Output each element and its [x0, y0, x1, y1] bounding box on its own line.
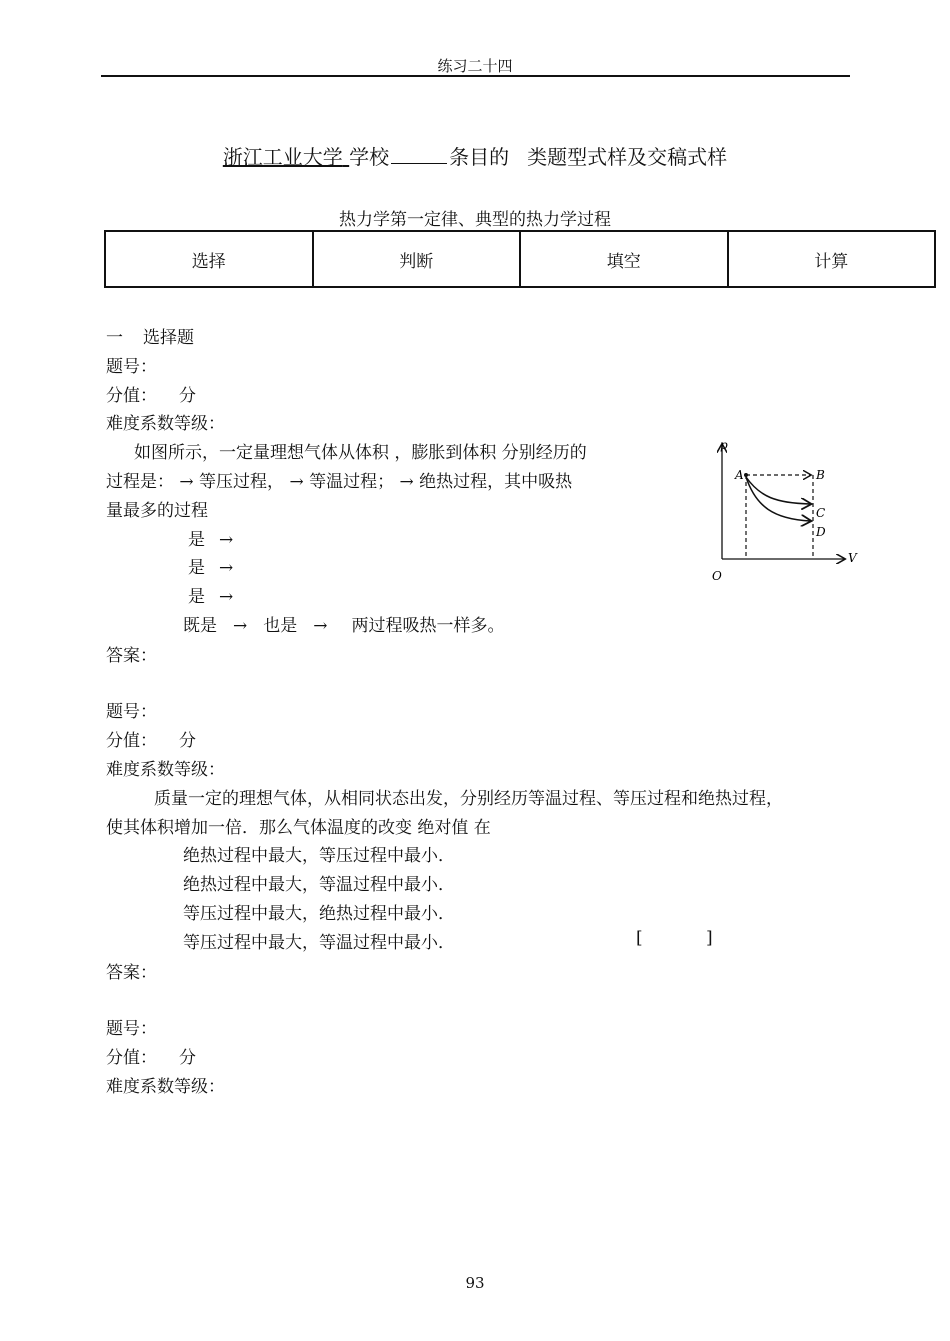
pv-diagram [700, 435, 870, 585]
school-suffix: 学校 [349, 145, 390, 169]
page-number: 93 [465, 1274, 485, 1292]
q1-difficulty-label: 难度系数等级： [106, 414, 225, 434]
q1-option-c: 是 → [188, 587, 234, 607]
school-name: 浙江工业大学 [222, 145, 343, 169]
title-blank [391, 145, 447, 164]
subtitle: 热力学第一定律、典型的热力学过程 [339, 210, 611, 230]
q1-score: 分值： 分 [106, 386, 196, 406]
q1-option-b: 是 → [188, 558, 234, 578]
q2-difficulty-label: 难度系数等级： [106, 760, 225, 780]
section-heading [106, 323, 194, 348]
point-d-label: D [816, 525, 826, 539]
q2-option-c: 等压过程中最大，绝热过程中最小． [183, 904, 455, 924]
q2-answer-bracket-right: ] [706, 928, 713, 948]
v-axis-label: V [848, 551, 857, 565]
q3-score: 分值： 分 [106, 1048, 196, 1068]
q1-stem-line1: 如图所示，一定量理想气体从体积 ，膨胀到体积 分别经历的 [134, 443, 587, 463]
q2-stem-line1: 质量一定的理想气体，从相同状态出发，分别经历等温过程、等压过程和绝热过程， [154, 789, 783, 809]
q3-number-label: 题号： [106, 1019, 157, 1039]
q1-option-a: 是 → [188, 530, 234, 550]
isothermal-curve [746, 477, 810, 504]
q2-answer-label: 答案： [106, 963, 157, 983]
q1-answer-label: 答案： [106, 646, 157, 666]
q3-difficulty-label: 难度系数等级： [106, 1077, 225, 1097]
q2-score: 分值： 分 [106, 731, 196, 751]
type-cell-choice: 选择 [105, 231, 313, 287]
document-title [0, 141, 950, 170]
origin-label: O [712, 569, 722, 583]
q1-stem-line2: 过程是： → 等压过程， → 等温过程； → 绝热过程，其中吸热 [106, 472, 573, 492]
q2-stem-line2: 使其体积增加一倍．那么气体温度的改变 绝对值 在 [106, 818, 491, 838]
q1-number-label: 题号： [106, 357, 157, 377]
section-title: 选择题 [143, 328, 194, 348]
q1-option-d: 既是 → 也是 → 两过程吸热一样多。 [183, 616, 505, 636]
point-c-label: C [816, 506, 826, 520]
point-a-label: A [735, 468, 744, 482]
q2-option-a: 绝热过程中最大，等压过程中最小． [183, 846, 455, 866]
type-cell-judge: 判断 [313, 231, 521, 287]
q2-answer-bracket-left: [ [636, 928, 643, 948]
question-type-table [104, 230, 936, 288]
q2-number-label: 题号： [106, 702, 157, 722]
type-cell-fill: 填空 [520, 231, 728, 287]
section-number: 一 [106, 328, 123, 348]
title-part2: 条目的 [449, 145, 510, 169]
q2-option-d: 等压过程中最大，等温过程中最小． [183, 933, 455, 953]
header-rule [101, 75, 850, 77]
type-cell-calc: 计算 [728, 231, 936, 287]
title-part3: 类题型式样及交稿式样 [527, 145, 728, 169]
header-title: 练习二十四 [437, 57, 513, 75]
p-axis-label: p [720, 438, 728, 452]
adiabatic-curve [746, 477, 810, 521]
point-b-label: B [816, 468, 825, 482]
q1-stem-line3: 量最多的过程 [106, 501, 208, 521]
q2-option-b: 绝热过程中最大，等温过程中最小． [183, 875, 455, 895]
